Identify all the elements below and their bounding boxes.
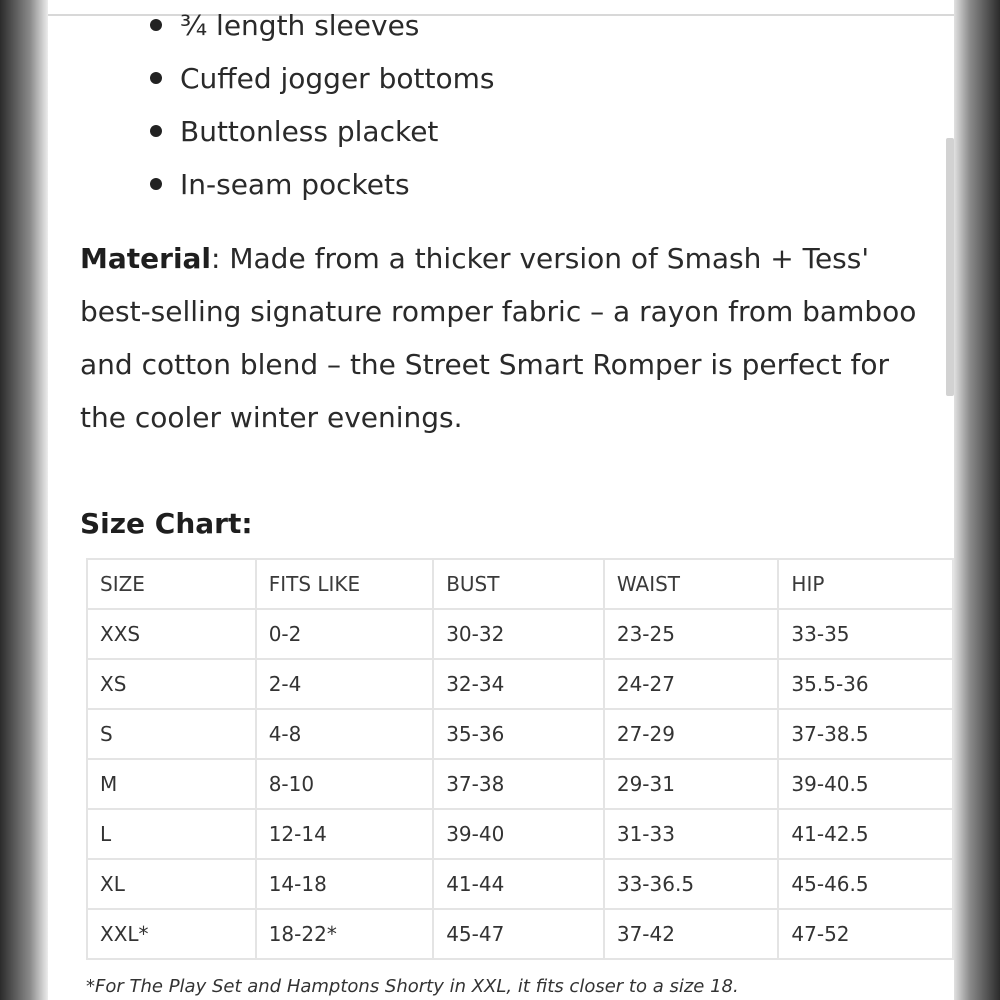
- table-row: [87, 609, 953, 659]
- material-description: [80, 232, 930, 444]
- column-header-waist: WAIST: [604, 559, 779, 609]
- size-chart-footnote: *For The Play Set and Hamptons Shorty in XXL, it fits closer to a size 18.: [86, 976, 739, 997]
- table-cell: 32-34: [433, 659, 604, 709]
- table-cell: 47-52: [778, 909, 953, 959]
- scrollbar-thumb[interactable]: [946, 138, 954, 396]
- table-cell: 39-40: [433, 809, 604, 859]
- table-cell: XL: [87, 859, 256, 909]
- table-row: [87, 859, 953, 909]
- feature-text: Cuffed jogger bottoms: [180, 62, 495, 95]
- table-cell: 14-18: [256, 859, 433, 909]
- table-cell: 33-35: [778, 609, 953, 659]
- table-cell: 27-29: [604, 709, 779, 759]
- table-cell: 24-27: [604, 659, 779, 709]
- feature-text: Buttonless placket: [180, 115, 439, 148]
- table-cell: S: [87, 709, 256, 759]
- table-cell: 35-36: [433, 709, 604, 759]
- table-row: [87, 659, 953, 709]
- table-cell: XXS: [87, 609, 256, 659]
- size-chart-heading: Size Chart:: [80, 507, 253, 540]
- feature-item: [148, 158, 494, 211]
- feature-item: [148, 105, 494, 158]
- column-header-hip: HIP: [778, 559, 953, 609]
- size-chart-table: [86, 558, 954, 960]
- table-row: [87, 759, 953, 809]
- table-cell: 23-25: [604, 609, 779, 659]
- table-cell: 29-31: [604, 759, 779, 809]
- table-cell: XXL*: [87, 909, 256, 959]
- product-description-page[interactable]: [48, 0, 954, 1000]
- table-header-row: [87, 559, 953, 609]
- table-cell: M: [87, 759, 256, 809]
- table-row: [87, 709, 953, 759]
- bullet-icon: [150, 19, 162, 31]
- table-cell: XS: [87, 659, 256, 709]
- feature-item: [148, 52, 494, 105]
- table-cell: 0-2: [256, 609, 433, 659]
- table-row: [87, 809, 953, 859]
- table-row: [87, 909, 953, 959]
- table-cell: 45-46.5: [778, 859, 953, 909]
- feature-text: In-seam pockets: [180, 168, 410, 201]
- table-cell: 33-36.5: [604, 859, 779, 909]
- table-cell: 30-32: [433, 609, 604, 659]
- table-cell: 12-14: [256, 809, 433, 859]
- feature-list: [148, 0, 494, 211]
- table-cell: L: [87, 809, 256, 859]
- table-cell: 18-22*: [256, 909, 433, 959]
- feature-text: ¾ length sleeves: [180, 9, 420, 42]
- column-header-fits-like: FITS LIKE: [256, 559, 433, 609]
- bullet-icon: [150, 178, 162, 190]
- table-cell: 4-8: [256, 709, 433, 759]
- material-label: Material: [80, 242, 212, 275]
- table-cell: 37-42: [604, 909, 779, 959]
- table-cell: 41-42.5: [778, 809, 953, 859]
- table-cell: 35.5-36: [778, 659, 953, 709]
- bullet-icon: [150, 125, 162, 137]
- table-cell: 2-4: [256, 659, 433, 709]
- table-cell: 8-10: [256, 759, 433, 809]
- table-cell: 39-40.5: [778, 759, 953, 809]
- table-cell: 45-47: [433, 909, 604, 959]
- table-cell: 41-44: [433, 859, 604, 909]
- table-cell: 37-38.5: [778, 709, 953, 759]
- table-cell: 37-38: [433, 759, 604, 809]
- column-header-size: SIZE: [87, 559, 256, 609]
- column-header-bust: BUST: [433, 559, 604, 609]
- table-cell: 31-33: [604, 809, 779, 859]
- feature-item: [148, 0, 494, 52]
- material-text: : Made from a thicker version of Smash + Tess' best-selling signature romper fabric – a rayon from bamboo and cotton blend – the Street Smart Romper is perfect for the cooler winter evenings.: [80, 242, 917, 434]
- bullet-icon: [150, 72, 162, 84]
